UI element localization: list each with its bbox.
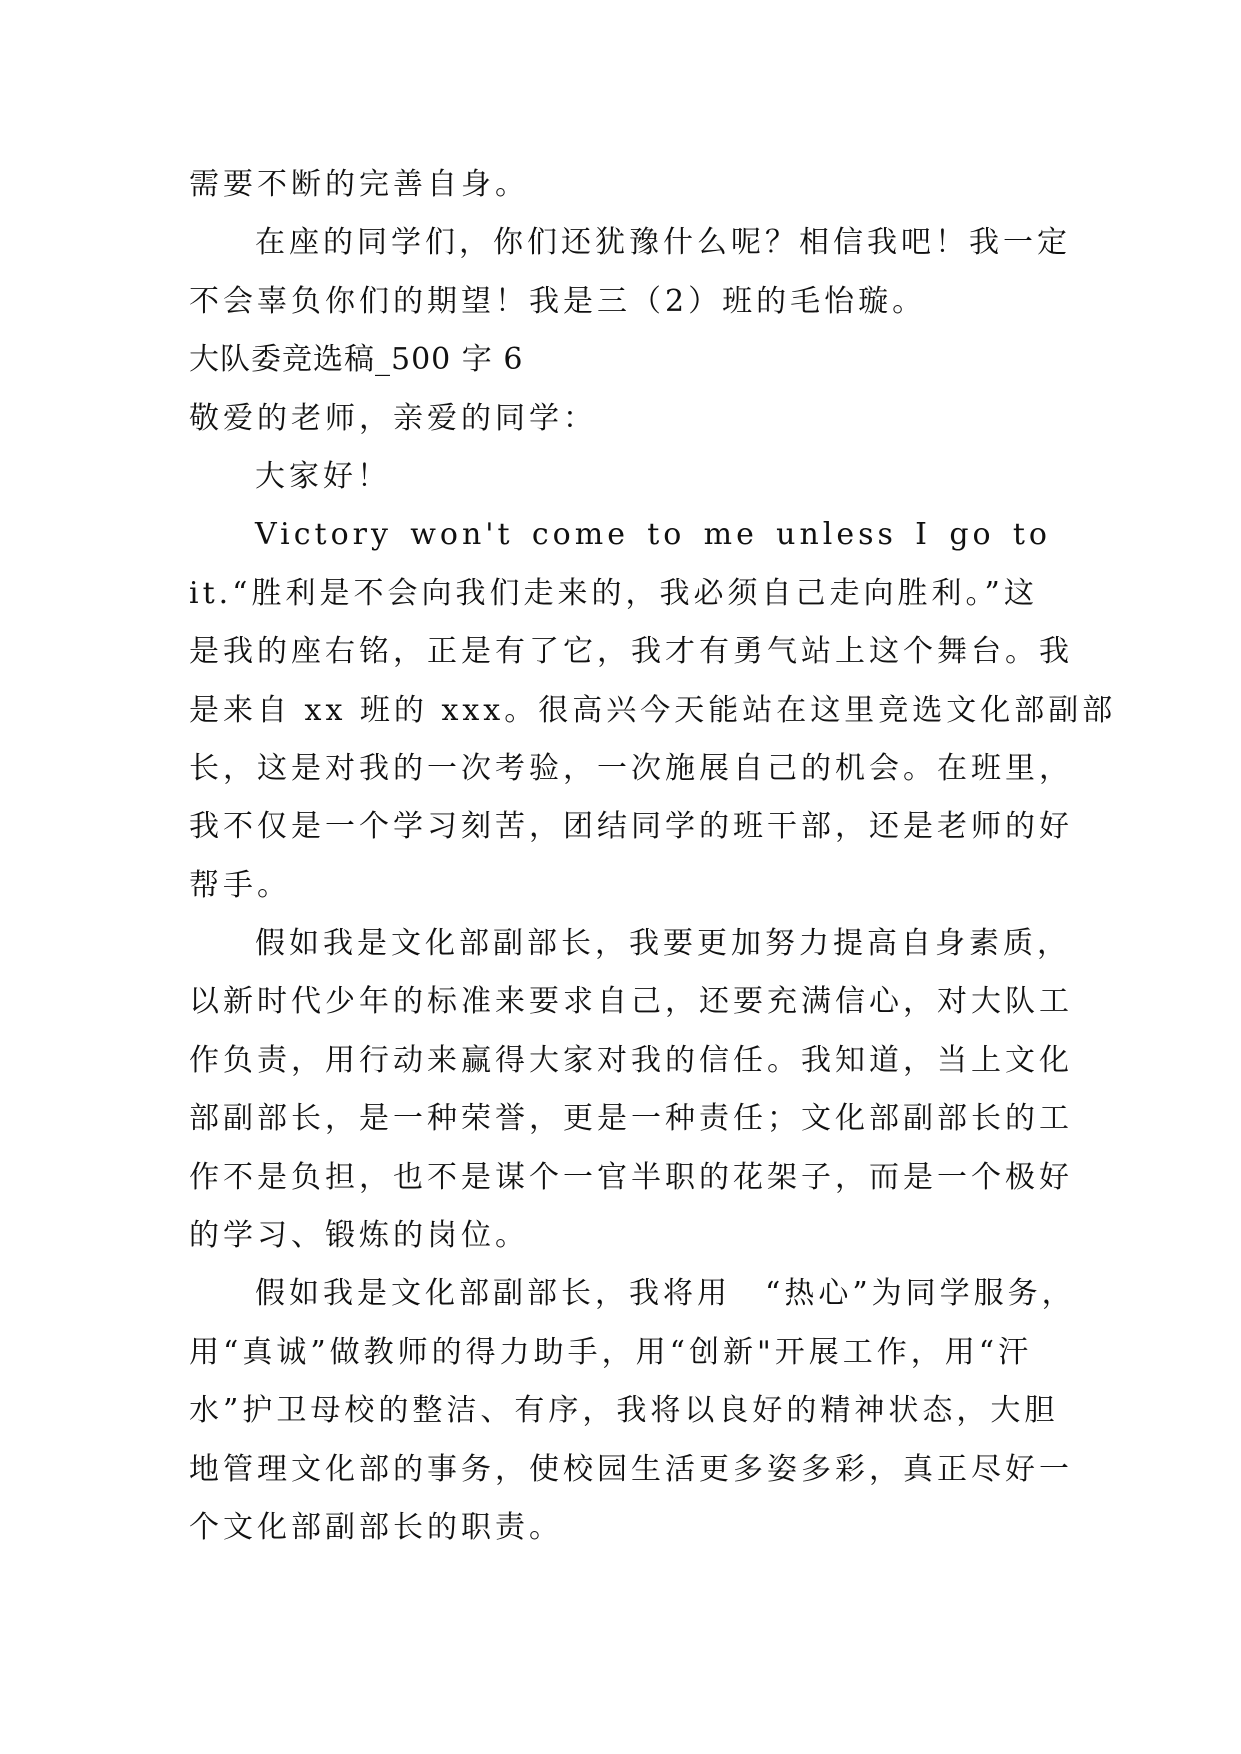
- text-line: 作负责，用行动来赢得大家对我的信任。我知道，当上文化: [189, 1042, 1073, 1078]
- text-line: 长，这是对我的一次考验，一次施展自己的机会。在班里，: [189, 750, 1073, 786]
- text-line: 部副部长，是一种荣誉，更是一种责任；文化部副部长的工: [189, 1101, 1073, 1137]
- paragraph-first-line: 假如我是文化部副部长，我将用 “热心”为同学服务，: [255, 1276, 1076, 1312]
- text-line: 不会辜负你们的期望！我是三（2）班的毛怡璇。: [189, 283, 927, 319]
- text-line: 是来自 xx 班的 xxx。很高兴今天能站在这里竞选文化部副部: [189, 692, 1117, 728]
- text-line: 帮手。: [189, 867, 291, 903]
- document-body: [189, 156, 1117, 1557]
- greeting: 大家好！: [255, 458, 391, 494]
- text-line: 水”护卫母校的整洁、有序，我将以良好的精神状态，大胆: [189, 1393, 1059, 1429]
- text-line: 作不是负担，也不是谋个一官半职的花架子，而是一个极好: [189, 1159, 1073, 1195]
- text-line: 我不仅是一个学习刻苦，团结同学的班干部，还是老师的好: [189, 809, 1073, 845]
- text-line: 地管理文化部的事务，使校园生活更多姿多彩，真正尽好一: [189, 1451, 1073, 1487]
- text-line: 的学习、锻炼的岗位。: [189, 1218, 529, 1254]
- paragraph-first-line: 假如我是文化部副部长，我要更加努力提高自身素质，: [255, 926, 1071, 962]
- text-line: 是我的座右铭，正是有了它，我才有勇气站上这个舞台。我: [189, 634, 1073, 670]
- text-line: 以新时代少年的标准来要求自己，还要充满信心，对大队工: [189, 984, 1073, 1020]
- text-line: it.“胜利是不会向我们走来的，我必须自己走向胜利。”这: [189, 575, 1038, 611]
- section-title: 大队委竞选稿_500 字 6: [189, 342, 524, 378]
- motto-line: Victory won't come to me unless I go to: [255, 517, 1051, 553]
- text-line: 需要不断的完善自身。: [189, 167, 529, 202]
- salutation: 敬爱的老师，亲爱的同学：: [189, 400, 597, 436]
- paragraph-first-line: 在座的同学们，你们还犹豫什么呢？相信我吧！我一定: [255, 225, 1071, 261]
- text-line: 用“真诚”做教师的得力助手，用“创新"开展工作，用“汗: [189, 1334, 1033, 1370]
- text-line: 个文化部副部长的职责。: [189, 1509, 563, 1545]
